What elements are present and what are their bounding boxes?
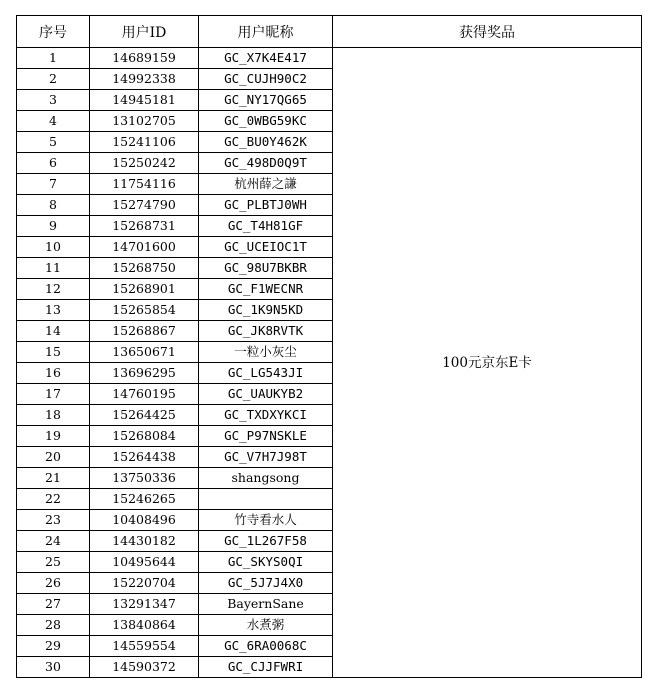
row-index: 6 [17, 153, 90, 174]
row-user-id: 14992338 [90, 69, 199, 90]
row-index: 17 [17, 384, 90, 405]
row-nickname: shangsong [199, 468, 333, 489]
row-user-id: 15265854 [90, 300, 199, 321]
row-nickname: GC_UAUKYB2 [199, 384, 333, 405]
row-nickname: GC_BU0Y462K [199, 132, 333, 153]
header-user-id: 用户ID [90, 16, 199, 48]
row-nickname: 竹寺看水人 [199, 510, 333, 531]
row-user-id: 15274790 [90, 195, 199, 216]
row-index: 18 [17, 405, 90, 426]
row-index: 10 [17, 237, 90, 258]
row-nickname: GC_498D0Q9T [199, 153, 333, 174]
row-nickname: GC_6RA0068C [199, 636, 333, 657]
row-nickname: GC_SKYS0QI [199, 552, 333, 573]
row-nickname: 杭州薛之謙 [199, 174, 333, 195]
row-nickname: GC_NY17QG65 [199, 90, 333, 111]
row-index: 9 [17, 216, 90, 237]
row-user-id: 14590372 [90, 657, 199, 678]
row-user-id: 13840864 [90, 615, 199, 636]
row-index: 5 [17, 132, 90, 153]
row-nickname: 一粒小灰尘 [199, 342, 333, 363]
row-index: 3 [17, 90, 90, 111]
row-index: 15 [17, 342, 90, 363]
table-body [17, 48, 642, 678]
row-index: 23 [17, 510, 90, 531]
header-row [17, 16, 642, 48]
row-index: 16 [17, 363, 90, 384]
row-index: 1 [17, 48, 90, 69]
row-nickname: GC_V7H7J98T [199, 447, 333, 468]
row-index: 4 [17, 111, 90, 132]
row-nickname: GC_1K9N5KD [199, 300, 333, 321]
row-user-id: 14430182 [90, 531, 199, 552]
row-user-id: 13750336 [90, 468, 199, 489]
row-user-id: 14689159 [90, 48, 199, 69]
row-user-id: 13650671 [90, 342, 199, 363]
row-user-id: 15250242 [90, 153, 199, 174]
prize-cell: 100元京东E卡 [333, 48, 642, 678]
row-index: 26 [17, 573, 90, 594]
row-user-id: 13102705 [90, 111, 199, 132]
row-user-id: 15264438 [90, 447, 199, 468]
row-user-id: 13291347 [90, 594, 199, 615]
row-nickname: GC_CUJH90C2 [199, 69, 333, 90]
row-index: 27 [17, 594, 90, 615]
row-user-id: 15246265 [90, 489, 199, 510]
row-nickname [199, 489, 333, 510]
row-index: 29 [17, 636, 90, 657]
row-index: 12 [17, 279, 90, 300]
header-nickname: 用户昵称 [199, 16, 333, 48]
row-user-id: 15268750 [90, 258, 199, 279]
row-user-id: 14701600 [90, 237, 199, 258]
row-index: 13 [17, 300, 90, 321]
row-user-id: 14559554 [90, 636, 199, 657]
row-nickname: GC_5J7J4X0 [199, 573, 333, 594]
row-nickname: GC_LG543JI [199, 363, 333, 384]
row-index: 2 [17, 69, 90, 90]
row-index: 14 [17, 321, 90, 342]
row-user-id: 15268084 [90, 426, 199, 447]
row-index: 19 [17, 426, 90, 447]
row-user-id: 14760195 [90, 384, 199, 405]
header-prize: 获得奖品 [333, 16, 642, 48]
row-index: 24 [17, 531, 90, 552]
row-nickname: GC_TXDXYKCI [199, 405, 333, 426]
row-index: 21 [17, 468, 90, 489]
row-index: 28 [17, 615, 90, 636]
table-row [17, 48, 642, 69]
row-index: 11 [17, 258, 90, 279]
row-nickname: GC_1L267F58 [199, 531, 333, 552]
row-user-id: 15268731 [90, 216, 199, 237]
row-nickname: GC_JK8RVTK [199, 321, 333, 342]
row-nickname: GC_98U7BKBR [199, 258, 333, 279]
row-user-id: 10408496 [90, 510, 199, 531]
row-nickname: GC_P97NSKLE [199, 426, 333, 447]
row-user-id: 13696295 [90, 363, 199, 384]
row-nickname: GC_UCEIOC1T [199, 237, 333, 258]
row-nickname: GC_CJJFWRI [199, 657, 333, 678]
row-user-id: 15220704 [90, 573, 199, 594]
row-nickname: 水煮粥 [199, 615, 333, 636]
row-nickname: GC_0WBG59KC [199, 111, 333, 132]
row-user-id: 15241106 [90, 132, 199, 153]
header-index: 序号 [17, 16, 90, 48]
row-user-id: 14945181 [90, 90, 199, 111]
row-nickname: GC_T4H81GF [199, 216, 333, 237]
row-index: 30 [17, 657, 90, 678]
winners-table [16, 15, 642, 678]
row-user-id: 15264425 [90, 405, 199, 426]
row-index: 20 [17, 447, 90, 468]
row-user-id: 11754116 [90, 174, 199, 195]
row-index: 25 [17, 552, 90, 573]
row-index: 22 [17, 489, 90, 510]
row-user-id: 15268901 [90, 279, 199, 300]
row-index: 7 [17, 174, 90, 195]
row-nickname: BayernSane [199, 594, 333, 615]
row-nickname: GC_F1WECNR [199, 279, 333, 300]
row-nickname: GC_X7K4E417 [199, 48, 333, 69]
row-index: 8 [17, 195, 90, 216]
row-user-id: 15268867 [90, 321, 199, 342]
row-nickname: GC_PLBTJ0WH [199, 195, 333, 216]
row-user-id: 10495644 [90, 552, 199, 573]
